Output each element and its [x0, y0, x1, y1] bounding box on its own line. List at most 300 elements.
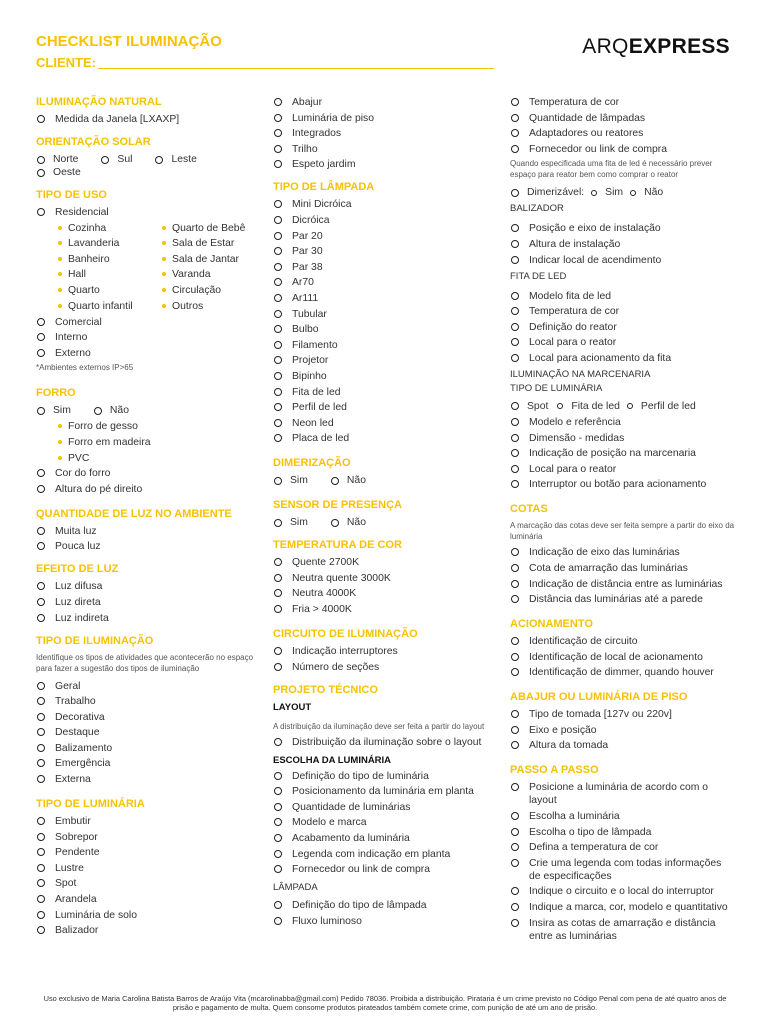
checkbox-item[interactable] [36, 909, 254, 922]
checkbox-item[interactable] [510, 112, 735, 125]
checkbox-item[interactable] [510, 127, 735, 140]
checkbox-item[interactable] [273, 832, 495, 845]
checkbox-item[interactable] [273, 370, 495, 383]
checkbox-item[interactable] [36, 316, 254, 329]
bullet-item[interactable] [162, 222, 266, 235]
item-label: Luz indireta [55, 612, 109, 624]
item-label: Neon led [292, 417, 334, 429]
checkbox-circle-icon[interactable] [101, 156, 109, 164]
dimerizavel-option[interactable] [510, 186, 584, 199]
bullet-label: Varanda [172, 269, 211, 281]
checkbox-circle-icon[interactable] [37, 156, 45, 164]
checkbox-circle-icon[interactable] [511, 726, 519, 734]
checkbox-circle-icon[interactable] [37, 682, 45, 690]
checkbox-circle-icon[interactable] [274, 263, 282, 271]
item-label: Número de seções [292, 661, 380, 673]
checkbox-circle-icon[interactable] [274, 865, 282, 873]
checkbox-item[interactable] [273, 158, 495, 171]
checkbox-circle-icon[interactable] [274, 850, 282, 858]
item-label: Arandela [55, 894, 97, 906]
checkbox-item[interactable] [273, 915, 495, 928]
checkbox-circle-icon[interactable] [274, 341, 282, 349]
checkbox-circle-icon[interactable] [331, 519, 339, 527]
checkbox-circle-icon[interactable] [274, 294, 282, 302]
checkbox-circle-icon[interactable] [274, 901, 282, 909]
checkbox-circle-icon[interactable] [37, 911, 45, 919]
checkbox-circle-icon[interactable] [37, 349, 45, 357]
bullet-label: Banheiro [68, 253, 110, 265]
checkbox-circle-icon[interactable] [37, 895, 45, 903]
checkbox-circle-icon[interactable] [511, 595, 519, 603]
checkbox-item[interactable] [36, 525, 254, 538]
bullet-item[interactable] [58, 420, 254, 433]
checkbox-item[interactable] [510, 826, 735, 839]
checkbox-item[interactable] [273, 198, 495, 211]
checkbox-item[interactable] [36, 924, 254, 937]
item-label: Indicar local de acendimento [529, 254, 662, 266]
checkbox-item[interactable] [36, 773, 254, 786]
checkbox-item[interactable] [510, 96, 735, 109]
bullet-item[interactable] [162, 253, 266, 266]
checkbox-item[interactable] [510, 447, 735, 460]
bullet-item[interactable] [58, 284, 162, 297]
checkbox-item[interactable] [273, 230, 495, 243]
checkbox-item[interactable] [510, 143, 735, 156]
checkbox-item[interactable] [36, 726, 254, 739]
checkbox-item[interactable] [36, 742, 254, 755]
checkbox-circle-icon[interactable] [37, 759, 45, 767]
checkbox-circle-icon[interactable] [37, 527, 45, 535]
checkbox-item[interactable] [36, 862, 254, 875]
checkbox-circle-icon[interactable] [511, 98, 519, 106]
bullet-item[interactable] [162, 268, 266, 281]
checkbox-circle-icon[interactable] [37, 582, 45, 590]
checkbox-item[interactable] [273, 354, 495, 367]
checkbox-circle-icon[interactable] [511, 465, 519, 473]
checkbox-circle-icon[interactable] [511, 114, 519, 122]
option-perfil[interactable] [626, 400, 696, 413]
option-item[interactable] [273, 516, 308, 529]
checkbox-circle-icon[interactable] [37, 333, 45, 341]
checkbox-circle-icon[interactable] [274, 558, 282, 566]
checkbox-item[interactable] [510, 352, 735, 365]
checkbox-item[interactable] [273, 785, 495, 798]
checkbox-item[interactable] [36, 877, 254, 890]
item-label: Eixo e posição [529, 724, 597, 736]
checkbox-circle-icon[interactable] [37, 833, 45, 841]
checkbox-item[interactable] [36, 596, 254, 609]
checkbox-item[interactable] [273, 587, 495, 600]
checkbox-circle-icon[interactable] [511, 434, 519, 442]
checkbox-item[interactable] [510, 739, 735, 752]
checkbox-item[interactable] [273, 603, 495, 616]
checkbox-item[interactable] [273, 323, 495, 336]
section-title: PASSO A PASSO [510, 764, 599, 777]
option-item[interactable] [330, 474, 366, 487]
bullet-item[interactable] [58, 222, 162, 235]
checkbox-item[interactable] [273, 848, 495, 861]
checkbox-item[interactable] [273, 801, 495, 814]
checkbox-circle-icon[interactable] [511, 843, 519, 851]
checkbox-item[interactable] [273, 143, 495, 156]
checkbox-circle-icon[interactable] [274, 200, 282, 208]
checkbox-item[interactable] [36, 483, 254, 496]
checkbox-item[interactable] [36, 113, 254, 126]
checkbox-item[interactable] [36, 846, 254, 859]
checkbox-item[interactable] [36, 580, 254, 593]
checkbox-circle-icon[interactable] [511, 307, 519, 315]
section-title: ACIONAMENTO [510, 618, 593, 631]
checkbox-circle-icon[interactable] [511, 480, 519, 488]
checkbox-item[interactable] [36, 711, 254, 724]
checkbox-item[interactable] [36, 695, 254, 708]
checkbox-item[interactable] [36, 757, 254, 770]
checkbox-item[interactable] [510, 724, 735, 737]
checkbox-item[interactable] [510, 432, 735, 445]
checkbox-item[interactable] [510, 463, 735, 476]
checkbox-circle-icon[interactable] [274, 663, 282, 671]
item-label: Residencial [55, 207, 109, 218]
checkbox-item[interactable] [510, 478, 735, 491]
checkbox-circle-icon[interactable] [630, 190, 636, 196]
checkbox-circle-icon[interactable] [274, 818, 282, 826]
checkbox-circle-icon[interactable] [511, 240, 519, 248]
checkbox-circle-icon[interactable] [274, 574, 282, 582]
checkbox-item[interactable] [273, 572, 495, 585]
item-label: Modelo e marca [292, 817, 367, 829]
checkbox-item[interactable] [510, 635, 735, 648]
section-title: FORRO [36, 387, 76, 400]
dimerizavel-nao[interactable] [629, 186, 663, 199]
checkbox-circle-icon[interactable] [274, 388, 282, 396]
item-label: Trabalho [55, 696, 96, 708]
checkbox-circle-icon[interactable] [274, 477, 282, 485]
checkbox-item[interactable] [273, 661, 495, 674]
checkbox-circle-icon[interactable] [511, 783, 519, 791]
checkbox-item[interactable] [36, 467, 254, 480]
checkbox-circle-icon[interactable] [274, 145, 282, 153]
checkbox-circle-icon[interactable] [511, 919, 519, 927]
checkbox-circle-icon[interactable] [274, 356, 282, 364]
checkbox-circle-icon[interactable] [557, 403, 563, 409]
section-title: CIRCUITO DE ILUMINAÇÃO [273, 628, 418, 641]
option-item[interactable] [154, 153, 196, 166]
checkbox-circle-icon[interactable] [37, 848, 45, 856]
checkbox-circle-icon[interactable] [511, 323, 519, 331]
checkbox-circle-icon[interactable] [274, 216, 282, 224]
checkbox-circle-icon[interactable] [37, 817, 45, 825]
note: Identifique os tipos de atividades que acontecerão no espaço para fazer a sugestão dos tipos de iluminação [36, 652, 254, 673]
subsection-title: LAYOUT [273, 701, 312, 713]
checkbox-circle-icon[interactable] [274, 647, 282, 655]
checkbox-item[interactable] [510, 336, 735, 349]
checkbox-item[interactable] [510, 254, 735, 267]
checkbox-circle-icon[interactable] [37, 407, 45, 415]
checkbox-item[interactable] [510, 666, 735, 679]
checkbox-item[interactable] [510, 593, 735, 606]
client-field-line[interactable] [98, 68, 494, 69]
checkbox-circle-icon[interactable] [274, 232, 282, 240]
bullet-item[interactable] [162, 237, 266, 250]
checkbox-circle-icon[interactable] [511, 548, 519, 556]
checkbox-circle-icon[interactable] [37, 318, 45, 326]
checkbox-circle-icon[interactable] [511, 741, 519, 749]
item-label: Altura de instalação [529, 238, 621, 250]
checkbox-item[interactable] [510, 305, 735, 318]
checkbox-circle-icon[interactable] [274, 325, 282, 333]
checkbox-item[interactable] [510, 708, 735, 721]
checkbox-circle-icon[interactable] [37, 744, 45, 752]
checkbox-item[interactable] [273, 556, 495, 569]
checkbox-item[interactable] [273, 96, 495, 109]
checkbox-circle-icon[interactable] [274, 519, 282, 527]
bullet-item[interactable] [58, 268, 162, 281]
checkbox-item[interactable] [273, 112, 495, 125]
option-fita[interactable] [556, 400, 620, 413]
option-item[interactable] [273, 474, 308, 487]
option-item[interactable] [36, 166, 81, 179]
checkbox-item[interactable] [273, 127, 495, 140]
checkbox-circle-icon[interactable] [37, 208, 45, 216]
checkbox-circle-icon[interactable] [274, 310, 282, 318]
checkbox-circle-icon[interactable] [37, 728, 45, 736]
checkbox-circle-icon[interactable] [511, 402, 519, 410]
bullet-item[interactable] [58, 436, 254, 449]
checkbox-circle-icon[interactable] [511, 189, 519, 197]
checkbox-circle-icon[interactable] [627, 403, 633, 409]
checkbox-circle-icon[interactable] [274, 160, 282, 168]
checkbox-item[interactable] [510, 290, 735, 303]
checkbox-item[interactable] [510, 917, 735, 943]
checkbox-item[interactable] [273, 245, 495, 258]
checkbox-circle-icon[interactable] [511, 354, 519, 362]
checkbox-circle-icon[interactable] [37, 542, 45, 550]
item-label: Interno [55, 332, 88, 344]
item-label: Pouca luz [55, 541, 101, 553]
subsection-title: TIPO DE LUMINÁRIA [510, 382, 603, 394]
checkbox-item[interactable] [273, 214, 495, 227]
item-label: Ar111 [292, 292, 319, 304]
checkbox-circle-icon[interactable] [511, 668, 519, 676]
checkbox-circle-icon[interactable] [37, 926, 45, 934]
checkbox-circle-icon[interactable] [511, 828, 519, 836]
checkbox-circle-icon[interactable] [511, 812, 519, 820]
checkbox-circle-icon[interactable] [37, 598, 45, 606]
checkbox-circle-icon[interactable] [37, 713, 45, 721]
item-label: Modelo fita de led [529, 290, 612, 302]
checkbox-circle-icon[interactable] [511, 653, 519, 661]
checklist [36, 525, 254, 554]
checkbox-circle-icon[interactable] [274, 278, 282, 286]
item-label: Dicróica [292, 214, 330, 226]
dimerizavel-row [510, 186, 735, 199]
checkbox-item[interactable] [36, 612, 254, 625]
checkbox-item[interactable] [510, 651, 735, 664]
bullet-item[interactable] [58, 452, 254, 465]
checkbox-circle-icon[interactable] [37, 864, 45, 872]
item-label: Indicação interruptores [292, 646, 398, 658]
item-label: Dimensão - medidas [529, 432, 625, 444]
checkbox-circle-icon[interactable] [94, 407, 102, 415]
checkbox-circle-icon[interactable] [511, 903, 519, 911]
item-label: Embutir [55, 816, 91, 828]
checkbox-circle-icon[interactable] [511, 224, 519, 232]
checkbox-item[interactable] [36, 893, 254, 906]
checkbox-circle-icon[interactable] [155, 156, 163, 164]
checkbox-circle-icon[interactable] [274, 787, 282, 795]
checkbox-circle-icon[interactable] [37, 469, 45, 477]
checkbox-item[interactable] [273, 417, 495, 430]
checkbox-circle-icon[interactable] [274, 605, 282, 613]
bullet-item[interactable] [58, 237, 162, 250]
bullet-item[interactable] [162, 284, 266, 297]
checkbox-item[interactable] [273, 816, 495, 829]
checkbox-circle-icon[interactable] [274, 129, 282, 137]
item-label: Projetor [292, 355, 329, 367]
item-label: Bulbo [292, 324, 319, 336]
checkbox-item[interactable] [510, 222, 735, 235]
checkbox-circle-icon[interactable] [274, 403, 282, 411]
checkbox-circle-icon[interactable] [511, 292, 519, 300]
option-item[interactable] [330, 516, 366, 529]
item-label: Local para o reator [529, 337, 617, 349]
checkbox-circle-icon[interactable] [511, 338, 519, 346]
checkbox-circle-icon[interactable] [274, 738, 282, 746]
dimerizavel-sim[interactable] [590, 186, 623, 199]
checkbox-item[interactable] [36, 206, 254, 219]
checkbox-item[interactable] [510, 885, 735, 898]
checkbox-circle-icon[interactable] [331, 477, 339, 485]
checkbox-circle-icon[interactable] [511, 637, 519, 645]
checkbox-circle-icon[interactable] [37, 169, 45, 177]
checkbox-item[interactable] [36, 831, 254, 844]
bullet-label: Lavanderia [68, 238, 120, 250]
checkbox-circle-icon[interactable] [37, 775, 45, 783]
checkbox-circle-icon[interactable] [511, 710, 519, 718]
checkbox-circle-icon[interactable] [37, 697, 45, 705]
checkbox-circle-icon[interactable] [37, 879, 45, 887]
checkbox-circle-icon[interactable] [37, 614, 45, 622]
option-label: Não [346, 475, 366, 487]
checkbox-circle-icon[interactable] [511, 887, 519, 895]
checkbox-item[interactable] [273, 770, 495, 783]
checkbox-circle-icon[interactable] [511, 564, 519, 572]
item-label: Posição e eixo de instalação [529, 223, 661, 235]
bullet-label: Sala de Estar [172, 238, 235, 250]
checkbox-circle-icon[interactable] [511, 580, 519, 588]
checkbox-circle-icon[interactable] [274, 917, 282, 925]
checkbox-item[interactable] [273, 276, 495, 289]
checkbox-item[interactable] [273, 863, 495, 876]
checkbox-item[interactable] [273, 339, 495, 352]
bullet-label: Quarto de Bebê [172, 222, 246, 234]
checkbox-circle-icon[interactable] [511, 256, 519, 264]
item-label: Indique o circuito e o local do interruptor [529, 886, 714, 898]
option-row [273, 516, 495, 529]
checkbox-circle-icon[interactable] [511, 859, 519, 867]
checkbox-item[interactable] [36, 347, 254, 360]
checkbox-circle-icon[interactable] [274, 434, 282, 442]
checkbox-item[interactable] [510, 578, 735, 591]
checkbox-circle-icon[interactable] [274, 834, 282, 842]
checkbox-item[interactable] [510, 781, 735, 807]
option-item[interactable] [100, 153, 132, 166]
checkbox-item[interactable] [273, 308, 495, 321]
checkbox-item[interactable] [36, 331, 254, 344]
option-spot[interactable] [510, 400, 548, 413]
checkbox-circle-icon[interactable] [274, 803, 282, 811]
option-label: Sim [290, 517, 308, 529]
checkbox-item[interactable] [510, 841, 735, 854]
checkbox-item[interactable] [36, 680, 254, 693]
checkbox-item[interactable] [510, 416, 735, 429]
checkbox-item[interactable] [510, 321, 735, 334]
checkbox-item[interactable] [510, 810, 735, 823]
option-item[interactable] [36, 404, 71, 417]
item-label: Crie uma legenda com todas informações de especificações [529, 857, 722, 882]
checkbox-item[interactable] [273, 386, 495, 399]
marcenaria-options [510, 400, 735, 413]
checkbox-circle-icon[interactable] [274, 419, 282, 427]
item-label: Fornecedor ou link de compra [292, 864, 431, 876]
checkbox-item[interactable] [273, 292, 495, 305]
bullet-item[interactable] [162, 300, 266, 313]
option-item[interactable] [36, 153, 78, 166]
checkbox-item[interactable] [273, 261, 495, 274]
checkbox-circle-icon[interactable] [274, 372, 282, 380]
option-item[interactable] [93, 404, 129, 417]
checkbox-circle-icon[interactable] [37, 485, 45, 493]
checkbox-circle-icon[interactable] [591, 190, 597, 196]
checkbox-circle-icon[interactable] [511, 129, 519, 137]
checkbox-item[interactable] [273, 899, 495, 912]
bullet-label: Forro em madeira [68, 436, 151, 448]
checkbox-item[interactable] [273, 432, 495, 445]
footer-disclaimer: Uso exclusivo de Maria Carolina Batista Barros de Araújo Vita (mcarolinabba@gmail.com) Pedido 78036. Proibida a distribuição. Pirataria é um crime previsto no Código Penal com pena de até quatro anos de prisão e pagamento de multa. Quem consome produtos pirateados também comete crime, com punição de até um ano de prisão. [43, 994, 727, 1012]
checkbox-item[interactable] [510, 857, 735, 883]
checkbox-item[interactable] [36, 815, 254, 828]
checkbox-circle-icon[interactable] [511, 449, 519, 457]
checklist [36, 113, 254, 126]
item-label: Temperatura de cor [529, 306, 620, 318]
option-label: Sul [117, 154, 133, 165]
checkbox-item[interactable] [510, 901, 735, 914]
checkbox-item[interactable] [510, 546, 735, 559]
checkbox-circle-icon[interactable] [511, 418, 519, 426]
item-label: Indicação de posição na marcenaria [529, 448, 696, 460]
checkbox-item[interactable] [510, 238, 735, 251]
checkbox-circle-icon[interactable] [274, 247, 282, 255]
bullet-item[interactable] [58, 253, 162, 266]
checkbox-circle-icon[interactable] [274, 772, 282, 780]
item-label: Neutra quente 3000K [292, 572, 391, 584]
item-label: Indicação de distância entre as luminárias [529, 578, 723, 590]
checkbox-circle-icon[interactable] [511, 145, 519, 153]
item-label: Escolha a luminária [529, 811, 620, 823]
bullet-item[interactable] [58, 300, 162, 313]
checkbox-item[interactable] [273, 645, 495, 658]
checkbox-item[interactable] [510, 562, 735, 575]
checkbox-circle-icon[interactable] [274, 114, 282, 122]
checkbox-circle-icon[interactable] [37, 115, 45, 123]
checkbox-item[interactable] [273, 736, 495, 749]
checkbox-circle-icon[interactable] [274, 98, 282, 106]
checkbox-item[interactable] [36, 540, 254, 553]
option-label: Oeste [53, 167, 81, 178]
item-label: Tipo de tomada [127v ou 220v] [529, 709, 672, 721]
checkbox-item[interactable] [273, 401, 495, 414]
checkbox-circle-icon[interactable] [274, 589, 282, 597]
